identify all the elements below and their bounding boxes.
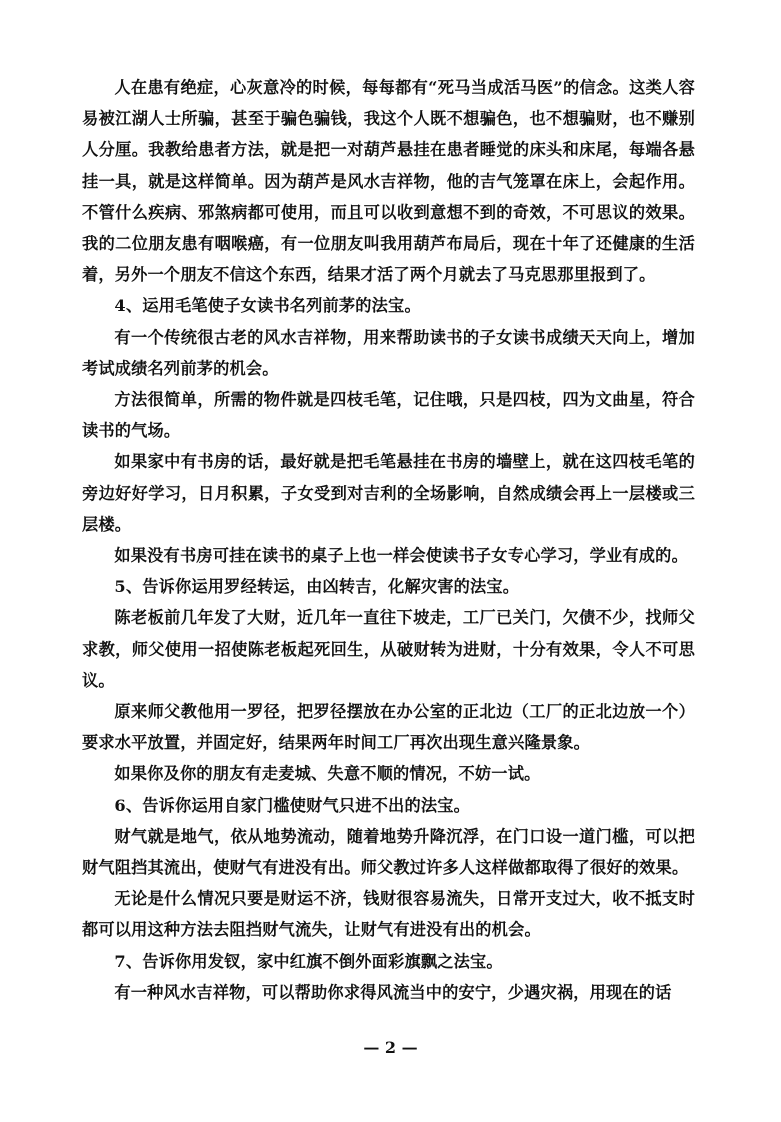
paragraph: 财气就是地气，依从地势流动，随着地势升降沉浮，在门口设一道门槛，可以把财气阻挡其流出，使财气有进没有出。师父教过许多人这样做都取得了很好的效果。 — [82, 826, 695, 878]
paragraph: 如果没有书房可挂在读书的桌子上也一样会使读书子女专心学习，学业有成的。 — [114, 546, 688, 566]
paragraph: 无论是什么情况只要是财运不济，钱财很容易流失，日常开支过大，收不抵支时都可以用这种方法去阻挡财气流失，让财气有进没有出的机会。 — [82, 889, 695, 940]
section-heading: 6、告诉你运用自家门槛使财气只进不出的法宝。 — [114, 795, 470, 815]
page-number: — 2 — — [363, 1038, 418, 1057]
paragraph: 如果你及你的朋友有走麦城、失意不顺的情况，不妨一试。 — [114, 764, 541, 784]
paragraph: 有一种风水吉祥物，可以帮助你求得风流当中的安宁，少遇灾祸，用现在的话 — [114, 982, 672, 1002]
section-heading: 4、运用毛笔使子女读书名列前茅的法宝。 — [114, 296, 421, 316]
paragraph: 有一个传统很古老的风水吉祥物，用来帮助读书的子女读书成绩天天向上，增加考试成绩名列前茅的机会。 — [82, 327, 695, 378]
paragraph: 人在患有绝症，心灰意冷的时候，每每都有“死马当成活马医”的信念。这类人容易被江湖人士所骗，甚至于骗色骗钱，我这个人既不想骗色，也不想骗财，也不赚别人分厘。我教给患者方法，就是把一对葫芦悬挂在患者睡觉的床头和床尾，每端各悬挂一具，就是这样简单。因为葫芦是风水吉祥物，他的吉气笼罩在床上，会起作用。不管什么疾病、邪煞病都可使用，而且可以收到意想不到的奇效，不可思议的效果。我的二位朋友患有咽喉癌，有一位朋友叫我用葫芦布局后，现在十年了还健康的生活着，另外一个朋友不信这个东西，结果才活了两个月就去了马克思那里报到了。 — [82, 78, 695, 285]
section-heading: 7、告诉你用发钗，家中红旗不倒外面彩旗飘之法宝。 — [114, 951, 503, 971]
section-heading: 5、告诉你运用罗经转运，由凶转吉，化解灾害的法宝。 — [114, 577, 520, 597]
paragraph: 陈老板前几年发了大财，近几年一直往下坡走，工厂已关门，欠债不少，找师父求教，师父使用一招使陈老板起死回生，从破财转为进财，十分有效果，令人不可思议。 — [82, 608, 695, 690]
body-text — [82, 72, 695, 1008]
paragraph: 原来师父教他用一罗径，把罗径摆放在办公室的正北边（工厂的正北边放一个）要求水平放置，并固定好，结果两年时间工厂再次出现生意兴隆景象。 — [82, 702, 695, 753]
paragraph: 如果家中有书房的话，最好就是把毛笔悬挂在书房的墙壁上，就在这四枝毛笔的旁边好好学习，日月积累，子女受到对吉利的全场影响，自然成绩会再上一层楼或三层楼。 — [82, 452, 695, 534]
paragraph: 方法很简单，所需的物件就是四枝毛笔，记住哦，只是四枝，四为文曲星，符合读书的气场。 — [82, 390, 695, 441]
